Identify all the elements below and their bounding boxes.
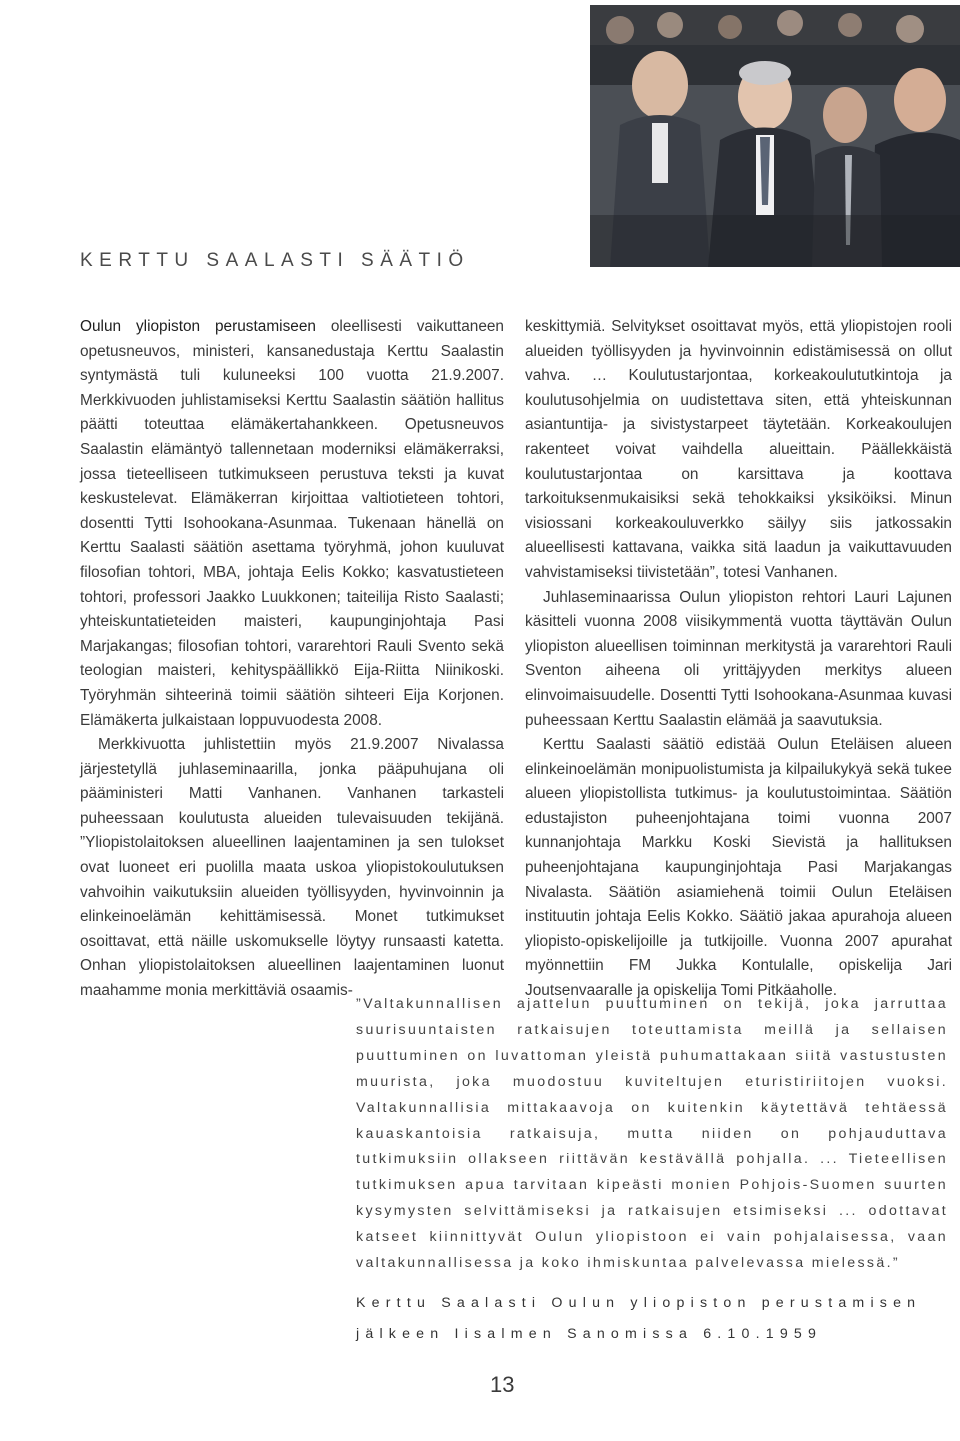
- right-paragraph-2: Juhlaseminaarissa Oulun yliopiston rehtori Lauri Lajunen käsitteli vuonna 2008 viisikymmentä vuotta täyttävän Oulun yliopiston alueellisen toiminnan merkitystä ja vararehtori Rauli Sventon aiheena oli yrittäjyyden merkitys alueen elinvoimaisuudelle. Dosentti Tytti Isohookana-Asunmaa kuvasi puheessaan Kerttu Saalastin elämää ja saavutuksia.: [525, 588, 952, 729]
- right-paragraph-3: Kerttu Saalasti säätiö edistää Oulun Eteläisen alueen elinkeinoelämän monipuolistumista ja kilpailukykyä sekä tukee alueen yliopistollista tutkimus- ja koulutustoimintaa. Säätiön edustajiston puheenjohtajana toimi vuonna 2007 kunnanjohtaja Markku Koski Sievistä ja hallituksen puheenjohtajana kaupunginjohtaja Pasi Marjakangas Nivalasta. Säätiön asiamiehenä toimii Oulun Eteläisen instituutin johtaja Eelis Kokko. Säätiö jakaa apurahoja alueen yliopisto-opiskelijoille ja tutkijoille. Vuonna 2007 apurahat myönnettiin FM Jukka Kontulalle, opiskelija Jari Joutsenvaaralle ja opiskelija Tomi Pitkäaholle.: [525, 736, 952, 1000]
- photo-icon: [590, 5, 960, 267]
- left-paragraph-1: [80, 315, 504, 733]
- seminar-audience-photo: [590, 5, 960, 267]
- lead-in-text: Oulun yliopiston perustamiseen: [80, 318, 316, 335]
- right-text-column: [525, 315, 952, 1004]
- right-paragraph-1: keskittymiä. Selvitykset osoittavat myös, että yliopistojen rooli alueiden työllisyyden ja hyvinvoinnin edistämisessä on ollut vahva. … Koulutustarjontaa, korkeakoulututkintoja ja koulutusohjelmia on uudistettava siten, että yhteiskunnan asiantuntija- ja sivistystarpeet täytetään. Korkeakoulujen rakenteet voivat vaihdella alueittain. Päällekkäistä koulutustarjontaa on karsittava ja koottava tarkoituksenmukaisiksi sekä tehokkaiksi yksiköiksi. Minun visiossani korkeakouluverkko säilyy siis jatkossakin alueellisesti kattavana, vaikka sitä laadun ja vaikuttavuuden vahvistamiseksi tiivistetään”, totesi Vanhanen.: [525, 318, 952, 581]
- quote-attribution-line-2: jälkeen Iisalmen Sanomissa 6.10.1959: [356, 1325, 823, 1342]
- left-text-column: [80, 315, 504, 1004]
- left-paragraph-1-body: oleellisesti vaikuttaneen opetusneuvos, ministeri, kansanedustaja Kerttu Saalastin syntymästä tuli kuluneeksi 100 vuotta 21.9.2007. Merkkivuoden juhlistamiseksi Kerttu Saalastin säätiön hallitus päätti toteuttaa elämäkertahankkeen. Opetusneuvos Saalastin elämäntyö tallennetaan moderniksi elämäkerraksi, jossa tieteelliseen tutkimukseen perustuva teksti ja kuvat keskustelevat. Elämäkerran kirjoittaa valtiotieteen tohtori, dosentti Tytti Isohookana-Asunmaa. Tukenaan hänellä on Kerttu Saalasti säätiön asettama työryhmä, johon kuuluvat filosofian tohtori, MBA, johtaja Eelis Kokko; kasvatustieteen tohtori, professori Jaakko Luukkonen; taiteilija Risto Saalasti; yhteiskuntatieteiden maisteri, kaupunginjohtaja Pasi Marjakangas; filosofian tohtori, vararehtori Rauli Svento sekä teologian maisteri, kehityspäällikkö Eija-Riitta Niinikoski. Työryhmän sihteerinä toimii säätiön sihteeri Eija Korjonen. Elämäkerta julkaistaan loppuvuodesta 2008.: [80, 318, 504, 729]
- pull-quote: ”Valtakunnallisen ajattelun puuttuminen on tekijä, joka jarruttaa suurisuuntaisten ratkaisujen toteuttamista meillä ja sellaisen puuttuminen on luvattoman yleistä puhumattakaan siitä vastustusten muurista, joka muodostuu kuviteltujen eturistiriitojen vuoksi. Valtakunnallisia mittakaavoja on kuitenkin käytettävä tehtäessä kauaskantoisia ratkaisuja, mutta niiden on pohjauduttava tutkimuksiin ollakseen riittävän kestävällä pohjalla. ... Tieteellisen tutkimuksen apua tarvitaan kipeästi monien Pohjois-Suomen suurten kysymysten selvittämiseksi ja ratkaisujen etsimiseksi ... odottavat katseet kiinnittyvät Oulun yliopistoon ei vain pohjalaisessa, vaan valtakunnallisessa ja koko ihmiskuntaa palvelevassa mielessä.”: [356, 996, 948, 1272]
- quote-attribution-line-1: Kerttu Saalasti Oulun yliopiston perustamisen: [356, 1295, 922, 1311]
- quote-attribution: [356, 1288, 956, 1349]
- left-paragraph-2: Merkkivuotta juhlistettiin myös 21.9.2007 Nivalassa järjestetyllä juhlaseminaarilla, jonka pääpuhujana oli pääministeri Matti Vanhanen. Vanhanen tarkasteli puheessaan koulutusta alueiden tulevaisuuden tekijänä. ”Yliopistolaitoksen alueellinen laajentaminen ja sen tulokset ovat luoneet eri puolilla maata uskoa yliopistokoulutuksen vahvoihin vaikutuksiin alueiden työllisyyden, hyvinvoinnin ja elinkeinoelämän kehittämisessä. Monet tutkimukset osoittavat, että näille uskomukselle löytyy runsaasti katetta. Onhan yliopistolaitoksen alueellinen laajentaminen luonut maahamme monia merkittäviä osaamis-: [80, 736, 504, 1000]
- page-number: 13: [490, 1372, 515, 1397]
- page-header-title: KERTTU SAALASTI SÄÄTIÖ: [80, 250, 470, 271]
